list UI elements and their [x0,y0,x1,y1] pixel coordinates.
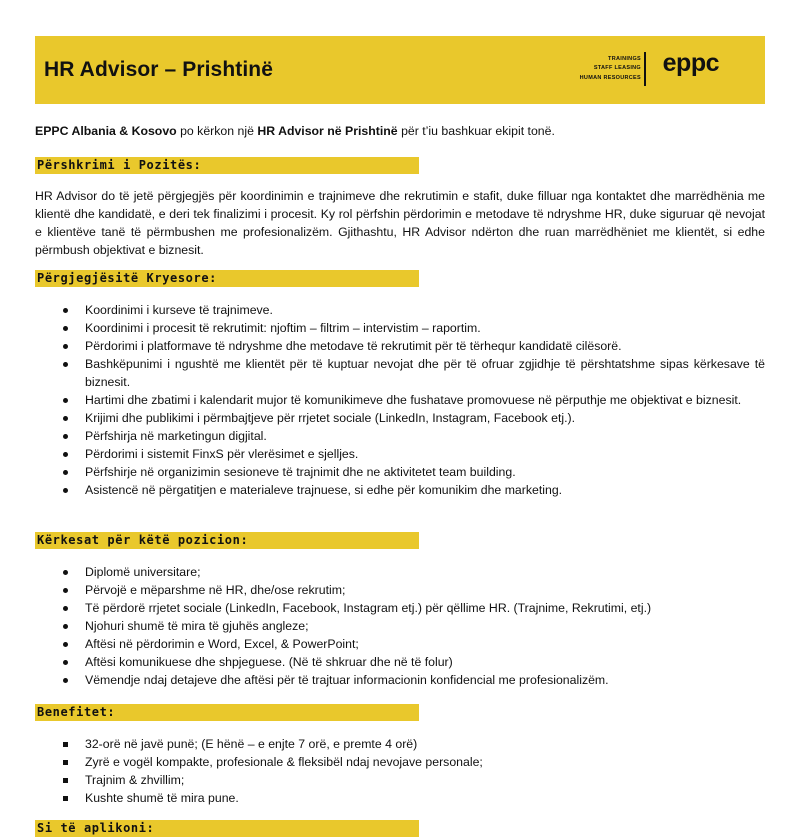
header-banner [35,36,765,104]
list-item-text: 32-orë në javë punë; (E hënë – e enjte 7 orë, e premte 4 orë) [85,737,418,751]
list-item [35,563,765,581]
list-item-text: Përvojë e mëparshme në HR, dhe/ose rekrutim; [85,583,346,597]
list-item [35,463,765,481]
bullet-icon [63,624,68,629]
list-item [35,337,765,355]
list-item-text: Përdorimi i sistemit FinxS për vlerësimet e sjelljes. [85,447,359,461]
bullet-icon [63,470,68,475]
list-item-text: Kushte shumë të mira pune. [85,791,239,805]
list-item-text: Përdorimi i platformave të ndryshme dhe metodave të rekrutimit për të tërhequr kandidatë cilësorë. [85,339,622,353]
list-item [35,391,765,409]
list-item [35,735,765,753]
logo-wordmark: eppc [662,49,719,77]
list-item-text: Zyrë e vogël kompakte, profesionale & fleksibël ndaj nevojave personale; [85,755,483,769]
list-item-text: Përfshirja në marketingun digjital. [85,429,267,443]
intro-paragraph [35,123,765,139]
list-item-text: Asistencë në përgatitjen e materialeve trajnuese, si edhe për komunikim dhe marketing. [85,483,563,497]
square-bullet-icon [63,760,68,765]
list-item [35,635,765,653]
list-item-text: Përfshirje në organizimin sesioneve të trajnimit dhe ne aktivitetet team building. [85,465,516,479]
bullet-icon [63,588,68,593]
bullet-icon [63,326,68,331]
bullet-icon [63,416,68,421]
section-heading-description: Përshkrimi i Pozitës: [35,157,419,174]
bullet-icon [63,398,68,403]
square-bullet-icon [63,796,68,801]
list-item-text: Koordinimi i kurseve të trajnimeve. [85,303,273,317]
list-item [35,445,765,463]
description-paragraph: HR Advisor do të jetë përgjegjës për koordinimin e trajnimeve dhe rekrutimin e stafit, duke filluar nga kontaktet dhe marrëdhënia me klientë dhe kandidatë, e deri tek finalizimi i procesit. Ky rol përfshin përdorimin e metodave të ndryshme HR, duke siguruar që nevojat e klientëve tanë të përmbushen me profesionalizëm. Gjithashtu, HR Advisor ndërton dhe ruan marrëdhëniet me klientët, si edhe përmbush objektivat e biznesit. [35,189,765,257]
list-item [35,653,765,671]
list-item [35,481,765,499]
bullet-icon [63,308,68,313]
section-heading-responsibilities: Përgjegjësitë Kryesore: [35,270,419,287]
list-item [35,599,765,617]
list-item-text: Diplomë universitare; [85,565,201,579]
list-item [35,319,765,337]
list-item [35,789,765,807]
list-item [35,617,765,635]
logo-divider [644,52,646,86]
section-heading-apply: Si të aplikoni: [35,820,419,837]
section-heading-requirements: Kërkesat për këtë pozicion: [35,532,419,549]
bullet-icon [63,362,68,367]
list-item [35,753,765,771]
list-item-text: Aftësi komunikuese dhe shpjeguese. (Në të shkruar dhe në të folur) [85,655,453,669]
intro-text-2: për t’iu bashkuar ekipit tonë. [397,124,555,138]
list-item-text: Njohuri shumë të mira të gjuhës angleze; [85,619,309,633]
intro-text-1: po kërkon një [176,124,258,138]
list-item-text: Të përdorë rrjetet sociale (LinkedIn, Facebook, Instagram etj.) për qëllime HR. (Trajnime, Rekrutimi, etj.) [85,601,652,615]
list-item [35,301,765,319]
bullet-icon [63,678,68,683]
list-item [35,771,765,789]
bullet-icon [63,434,68,439]
requirements-list [35,563,765,689]
page-title: HR Advisor – Prishtinë [44,58,273,81]
benefits-list [35,735,765,807]
list-item-text: Hartimi dhe zbatimi i kalendarit mujor të komunikimeve dhe fushatave promovuese në përputhje me objektivat e biznesit. [85,393,742,407]
list-item-text: Bashkëpunimi i ngushtë me klientët për të kuptuar nevojat dhe për të ofruar zgjidhje të përshtatshme sipas kërkesave të biznesit. [85,357,765,389]
logo-tag-staff-leasing: STAFF LEASING [593,65,641,72]
list-item-text: Trajnim & zhvillim; [85,773,185,787]
list-item [35,671,765,689]
list-item-text: Aftësi në përdorimin e Word, Excel, & PowerPoint; [85,637,359,651]
bullet-icon [63,606,68,611]
bullet-icon [63,488,68,493]
bullet-icon [63,570,68,575]
bullet-icon [63,660,68,665]
section-heading-benefits: Benefitet: [35,704,419,721]
square-bullet-icon [63,778,68,783]
bullet-icon [63,344,68,349]
list-item [35,581,765,599]
list-item [35,427,765,445]
bullet-icon [63,642,68,647]
list-item [35,355,765,391]
logo-tag-trainings: TRAININGS [608,56,641,62]
list-item-text: Vëmendje ndaj detajeve dhe aftësi për të trajtuar informacionin konfidencial me profesionalizëm. [85,673,609,687]
list-item-text: Koordinimi i procesit të rekrutimit: njoftim – filtrim – intervistim – raportim. [85,321,481,335]
logo-tagline [580,55,641,83]
square-bullet-icon [63,742,68,747]
list-item [35,409,765,427]
intro-company: EPPC Albania & Kosovo [35,124,177,138]
eppc-logo [569,49,719,86]
bullet-icon [63,452,68,457]
intro-role: HR Advisor në Prishtinë [257,124,398,138]
logo-tag-human-resources: HUMAN RESOURCES [579,74,641,81]
list-item-text: Krijimi dhe publikimi i përmbajtjeve për rrjetet sociale (LinkedIn, Instagram, Facebook etj.). [85,411,576,425]
responsibilities-list [35,301,765,499]
